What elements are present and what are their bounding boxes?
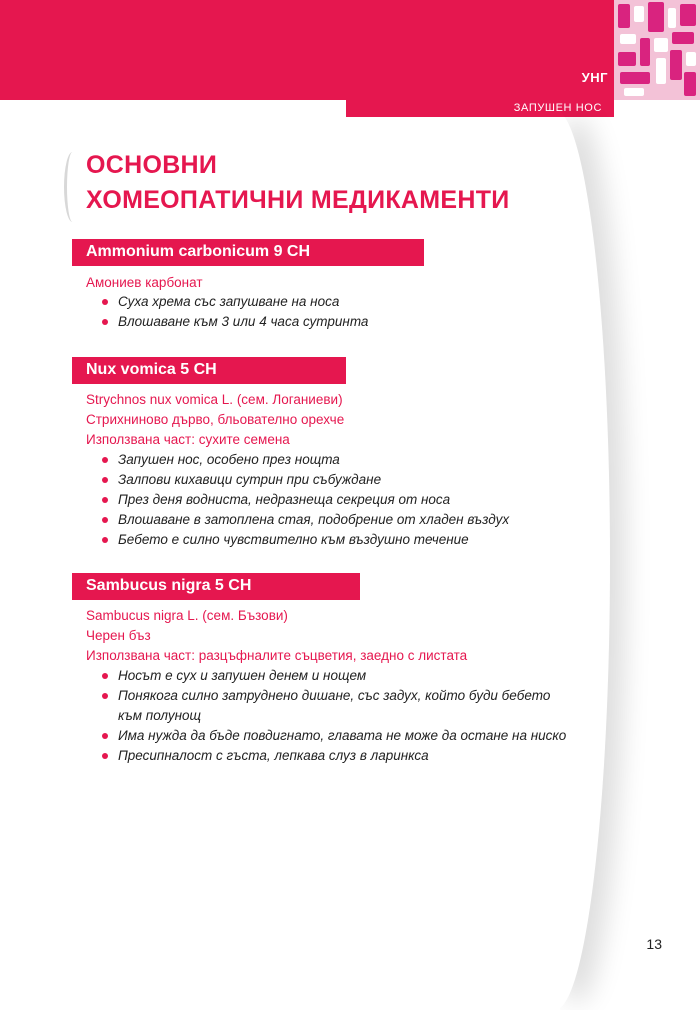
symptom-item: През деня водниста, недразнеща секреция от носа <box>100 490 509 510</box>
remedy-header-sambucus <box>72 573 360 600</box>
remedy-name: Nux vomica 5 CH <box>86 361 217 378</box>
symptom-item: Понякога силно затруднено дишане, със задух, който буди бебето към полунощ <box>100 686 566 726</box>
symptom-item: Има нужда да бъде повдигнато, главата не може да остане на ниско <box>100 726 566 746</box>
symptom-item: Носът е сух и запушен денем и нощем <box>100 666 566 686</box>
remedy-common-name: Амониев карбонат <box>86 275 203 290</box>
remedy-header-nux-vomica <box>72 357 346 384</box>
symptom-item: Влошаване към 3 или 4 часа сутринта <box>100 312 368 332</box>
remedy-common-name: Стрихниново дърво, бльователно орехче <box>86 412 345 427</box>
page-number: 13 <box>646 936 662 952</box>
symptom-item: Запушен нос, особено през нощта <box>100 450 509 470</box>
remedy-header-ammonium <box>72 239 424 266</box>
cosmetics-pattern-image <box>614 0 700 100</box>
symptom-item: Пресипналост с гъста, лепкава слуз в ларинкса <box>100 746 566 766</box>
page-title-line-1: ОСНОВНИ <box>86 151 218 179</box>
bullet-icon <box>102 753 108 759</box>
remedy-name: Ammonium carbonicum 9 CH <box>86 243 311 260</box>
bullet-icon <box>102 733 108 739</box>
bullet-icon <box>102 477 108 483</box>
remedy-latin-name: Strychnos nux vomica L. (сем. Логаниеви) <box>86 392 343 407</box>
bullet-icon <box>102 537 108 543</box>
remedy-used-part: Използвана част: сухите семена <box>86 432 290 447</box>
bullet-icon <box>102 693 108 699</box>
symptom-list-ammonium <box>100 292 368 332</box>
subsection-label: ЗАПУШЕН НОС <box>513 102 602 114</box>
bullet-icon <box>102 517 108 523</box>
symptom-item: Залпови кихавици сутрин при събуждане <box>100 470 509 490</box>
page-title-line-2: ХОМЕОПАТИЧНИ МЕДИКАМЕНТИ <box>86 186 510 214</box>
section-tag: УНГ <box>581 70 608 85</box>
bullet-icon <box>102 299 108 305</box>
decorative-curve-left <box>64 152 81 222</box>
bullet-icon <box>102 319 108 325</box>
symptom-item: Влошаване в затоплена стая, подобрение от хладен въздух <box>100 510 509 530</box>
symptom-item: Бебето е силно чувствително към въздушно течение <box>100 530 509 550</box>
decorative-curve-right <box>560 110 660 1010</box>
symptom-list-nux-vomica <box>100 450 509 550</box>
header-band <box>0 0 614 100</box>
remedy-used-part: Използвана част: разцъфналите съцветия, заедно с листата <box>86 648 468 663</box>
page-title <box>86 148 510 218</box>
remedy-common-name: Черен бъз <box>86 628 151 643</box>
remedy-name: Sambucus nigra 5 CH <box>86 577 252 594</box>
symptom-item: Суха хрема със запушване на носа <box>100 292 368 312</box>
remedy-latin-name: Sambucus nigra L. (сем. Бъзови) <box>86 608 288 623</box>
bullet-icon <box>102 457 108 463</box>
bullet-icon <box>102 497 108 503</box>
symptom-list-sambucus <box>100 666 566 766</box>
bullet-icon <box>102 673 108 679</box>
